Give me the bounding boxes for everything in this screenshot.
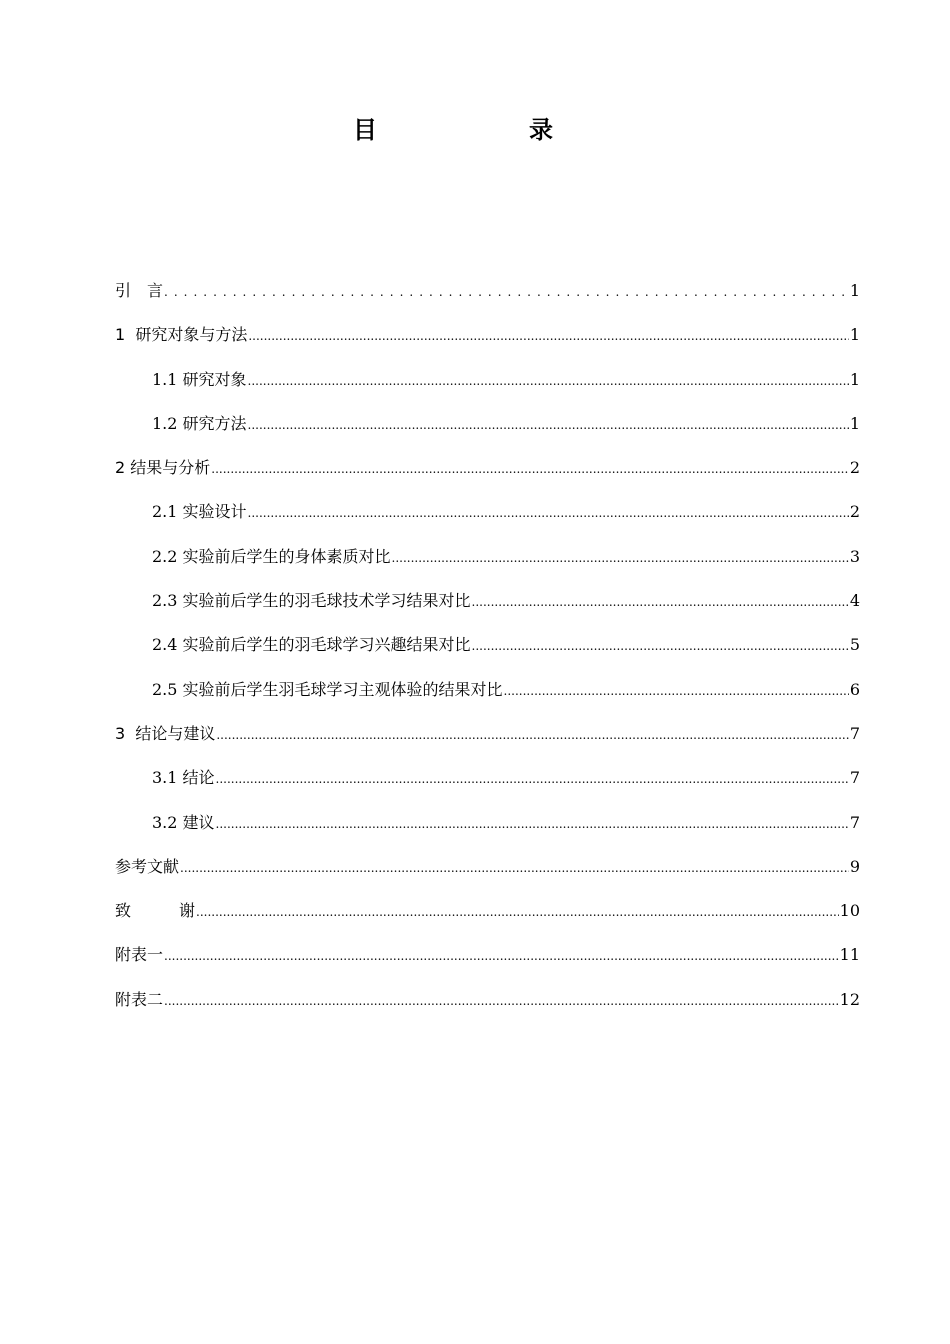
toc-entry xyxy=(115,276,860,320)
toc-entry-page-number: 12 xyxy=(839,989,860,1009)
toc-entry xyxy=(115,985,860,1029)
toc-entry xyxy=(115,852,860,896)
toc-dot-leader xyxy=(504,676,849,706)
toc-entry xyxy=(115,630,860,674)
toc-dot-leader xyxy=(164,986,839,1016)
toc-dot-leader xyxy=(216,764,849,794)
toc-dot-leader xyxy=(196,897,839,927)
toc-entry xyxy=(115,365,860,409)
toc-entry-page-number: 7 xyxy=(849,768,860,788)
toc-entry-page-number: 9 xyxy=(849,856,860,876)
toc-entry-label: 参考文献 xyxy=(115,856,180,876)
toc-dot-leader xyxy=(180,853,849,883)
toc-entry-page-number: 5 xyxy=(849,635,860,655)
toc-entry-label: 3.1 结论 xyxy=(152,768,215,788)
toc-entry-page-number: 10 xyxy=(839,901,860,921)
toc-dot-leader xyxy=(472,631,849,661)
toc-dot-leader xyxy=(248,321,848,351)
toc-dot-leader xyxy=(164,277,849,307)
toc-dot-leader xyxy=(248,498,849,528)
toc-entry-label: 附表一 xyxy=(115,945,164,965)
toc-list xyxy=(115,276,860,1029)
toc-entry-page-number: 1 xyxy=(849,369,860,389)
toc-entry-label: 2.1 实验设计 xyxy=(152,502,247,522)
toc-entry-page-number: 3 xyxy=(849,546,860,566)
toc-dot-leader xyxy=(472,587,849,617)
toc-dot-leader xyxy=(392,543,849,573)
toc-entry-label: 3.2 建议 xyxy=(152,812,215,832)
toc-entry-page-number: 11 xyxy=(839,945,860,965)
toc-entry xyxy=(115,497,860,541)
toc-entry-label: 2 结果与分析 xyxy=(115,458,211,478)
toc-entry xyxy=(115,320,860,364)
toc-entry-page-number: 1 xyxy=(849,413,860,433)
toc-entry-page-number: 7 xyxy=(849,723,860,743)
toc-entry-page-number: 1 xyxy=(849,281,860,300)
toc-entry xyxy=(115,409,860,453)
toc-entry-label: 2.3 实验前后学生的羽毛球技术学习结果对比 xyxy=(152,591,471,611)
toc-entry xyxy=(115,542,860,586)
toc-entry-label: 附表二 xyxy=(115,989,164,1009)
toc-dot-leader xyxy=(216,720,848,750)
toc-entry xyxy=(115,675,860,719)
toc-entry-label: 2.2 实验前后学生的身体素质对比 xyxy=(152,546,391,566)
toc-dot-leader xyxy=(211,454,849,484)
toc-entry-page-number: 1 xyxy=(849,325,860,345)
toc-entry-label: 3 结论与建议 xyxy=(115,723,216,743)
toc-entry-page-number: 7 xyxy=(849,812,860,832)
toc-title: 目 录 xyxy=(353,116,617,144)
toc-entry-page-number: 2 xyxy=(849,502,860,522)
toc-entry-label: 1.1 研究对象 xyxy=(152,369,247,389)
toc-entry xyxy=(115,763,860,807)
toc-entry-page-number: 6 xyxy=(849,679,860,699)
toc-dot-leader xyxy=(216,809,849,839)
toc-entry-page-number: 4 xyxy=(849,591,860,611)
toc-entry xyxy=(115,586,860,630)
toc-entry xyxy=(115,896,860,940)
toc-entry xyxy=(115,808,860,852)
toc-entry-label: 2.5 实验前后学生羽毛球学习主观体验的结果对比 xyxy=(152,679,503,699)
toc-entry xyxy=(115,453,860,497)
toc-entry-label: 引 言 xyxy=(115,281,164,300)
toc-entry-label: 1 研究对象与方法 xyxy=(115,325,248,345)
toc-dot-leader xyxy=(248,410,849,440)
toc-entry-label: 致 谢 xyxy=(115,901,196,921)
toc-entry xyxy=(115,940,860,984)
toc-entry xyxy=(115,719,860,763)
toc-entry-label: 2.4 实验前后学生的羽毛球学习兴趣结果对比 xyxy=(152,635,471,655)
toc-dot-leader xyxy=(248,366,849,396)
toc-entry-page-number: 2 xyxy=(849,458,860,478)
toc-entry-label: 1.2 研究方法 xyxy=(152,413,247,433)
toc-dot-leader xyxy=(164,941,839,971)
